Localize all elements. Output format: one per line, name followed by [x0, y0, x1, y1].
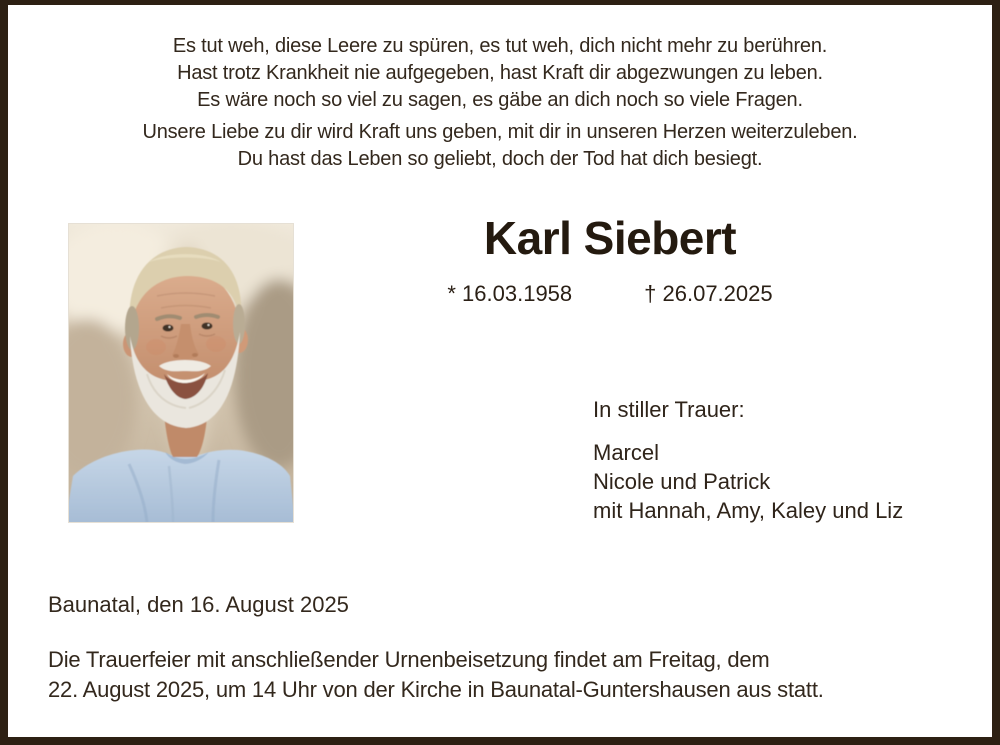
deceased-name: Karl Siebert [483, 212, 737, 264]
verse-line: Es wäre noch so viel zu sagen, es gäbe an dich noch so viele Fragen. [197, 89, 803, 111]
death-date: † 26.07.2025 [644, 281, 773, 306]
deceased-block [390, 211, 830, 308]
mourner-line: Nicole und Patrick [593, 469, 771, 494]
funeral-info-line: Die Trauerfeier mit anschließender Urnenbeisetzung findet am Freitag, dem [48, 647, 770, 672]
memorial-verse-stanza2 [8, 119, 992, 173]
funeral-info-line: 22. August 2025, um 14 Uhr von der Kirche in Baunatal-Guntershausen aus statt. [48, 677, 824, 702]
verse-line: Hast trotz Krankheit nie aufgegeben, hast Kraft dir abgezwungen zu leben. [177, 62, 823, 84]
mourners-block [593, 395, 903, 525]
portrait-illustration [69, 224, 293, 522]
birth-date: * 16.03.1958 [447, 281, 573, 306]
life-dates [390, 280, 830, 308]
funeral-info [48, 645, 963, 705]
verse-line: Es tut weh, diese Leere zu spüren, es tut weh, dich nicht mehr zu berühren. [172, 35, 828, 57]
verse-line: Du hast das Leben so geliebt, doch der Tod hat dich besiegt. [237, 148, 763, 170]
mourners-intro: In stiller Trauer: [593, 397, 745, 422]
mourner-line: Marcel [593, 440, 660, 465]
portrait-photo [68, 223, 294, 523]
place-and-date: Baunatal, den 16. August 2025 [48, 592, 349, 617]
mourner-line: mit Hannah, Amy, Kaley und Liz [593, 498, 904, 523]
verse-line: Unsere Liebe zu dir wird Kraft uns geben, mit dir in unseren Herzen weiterzuleben. [142, 121, 858, 143]
memorial-verse-stanza1 [8, 33, 992, 114]
